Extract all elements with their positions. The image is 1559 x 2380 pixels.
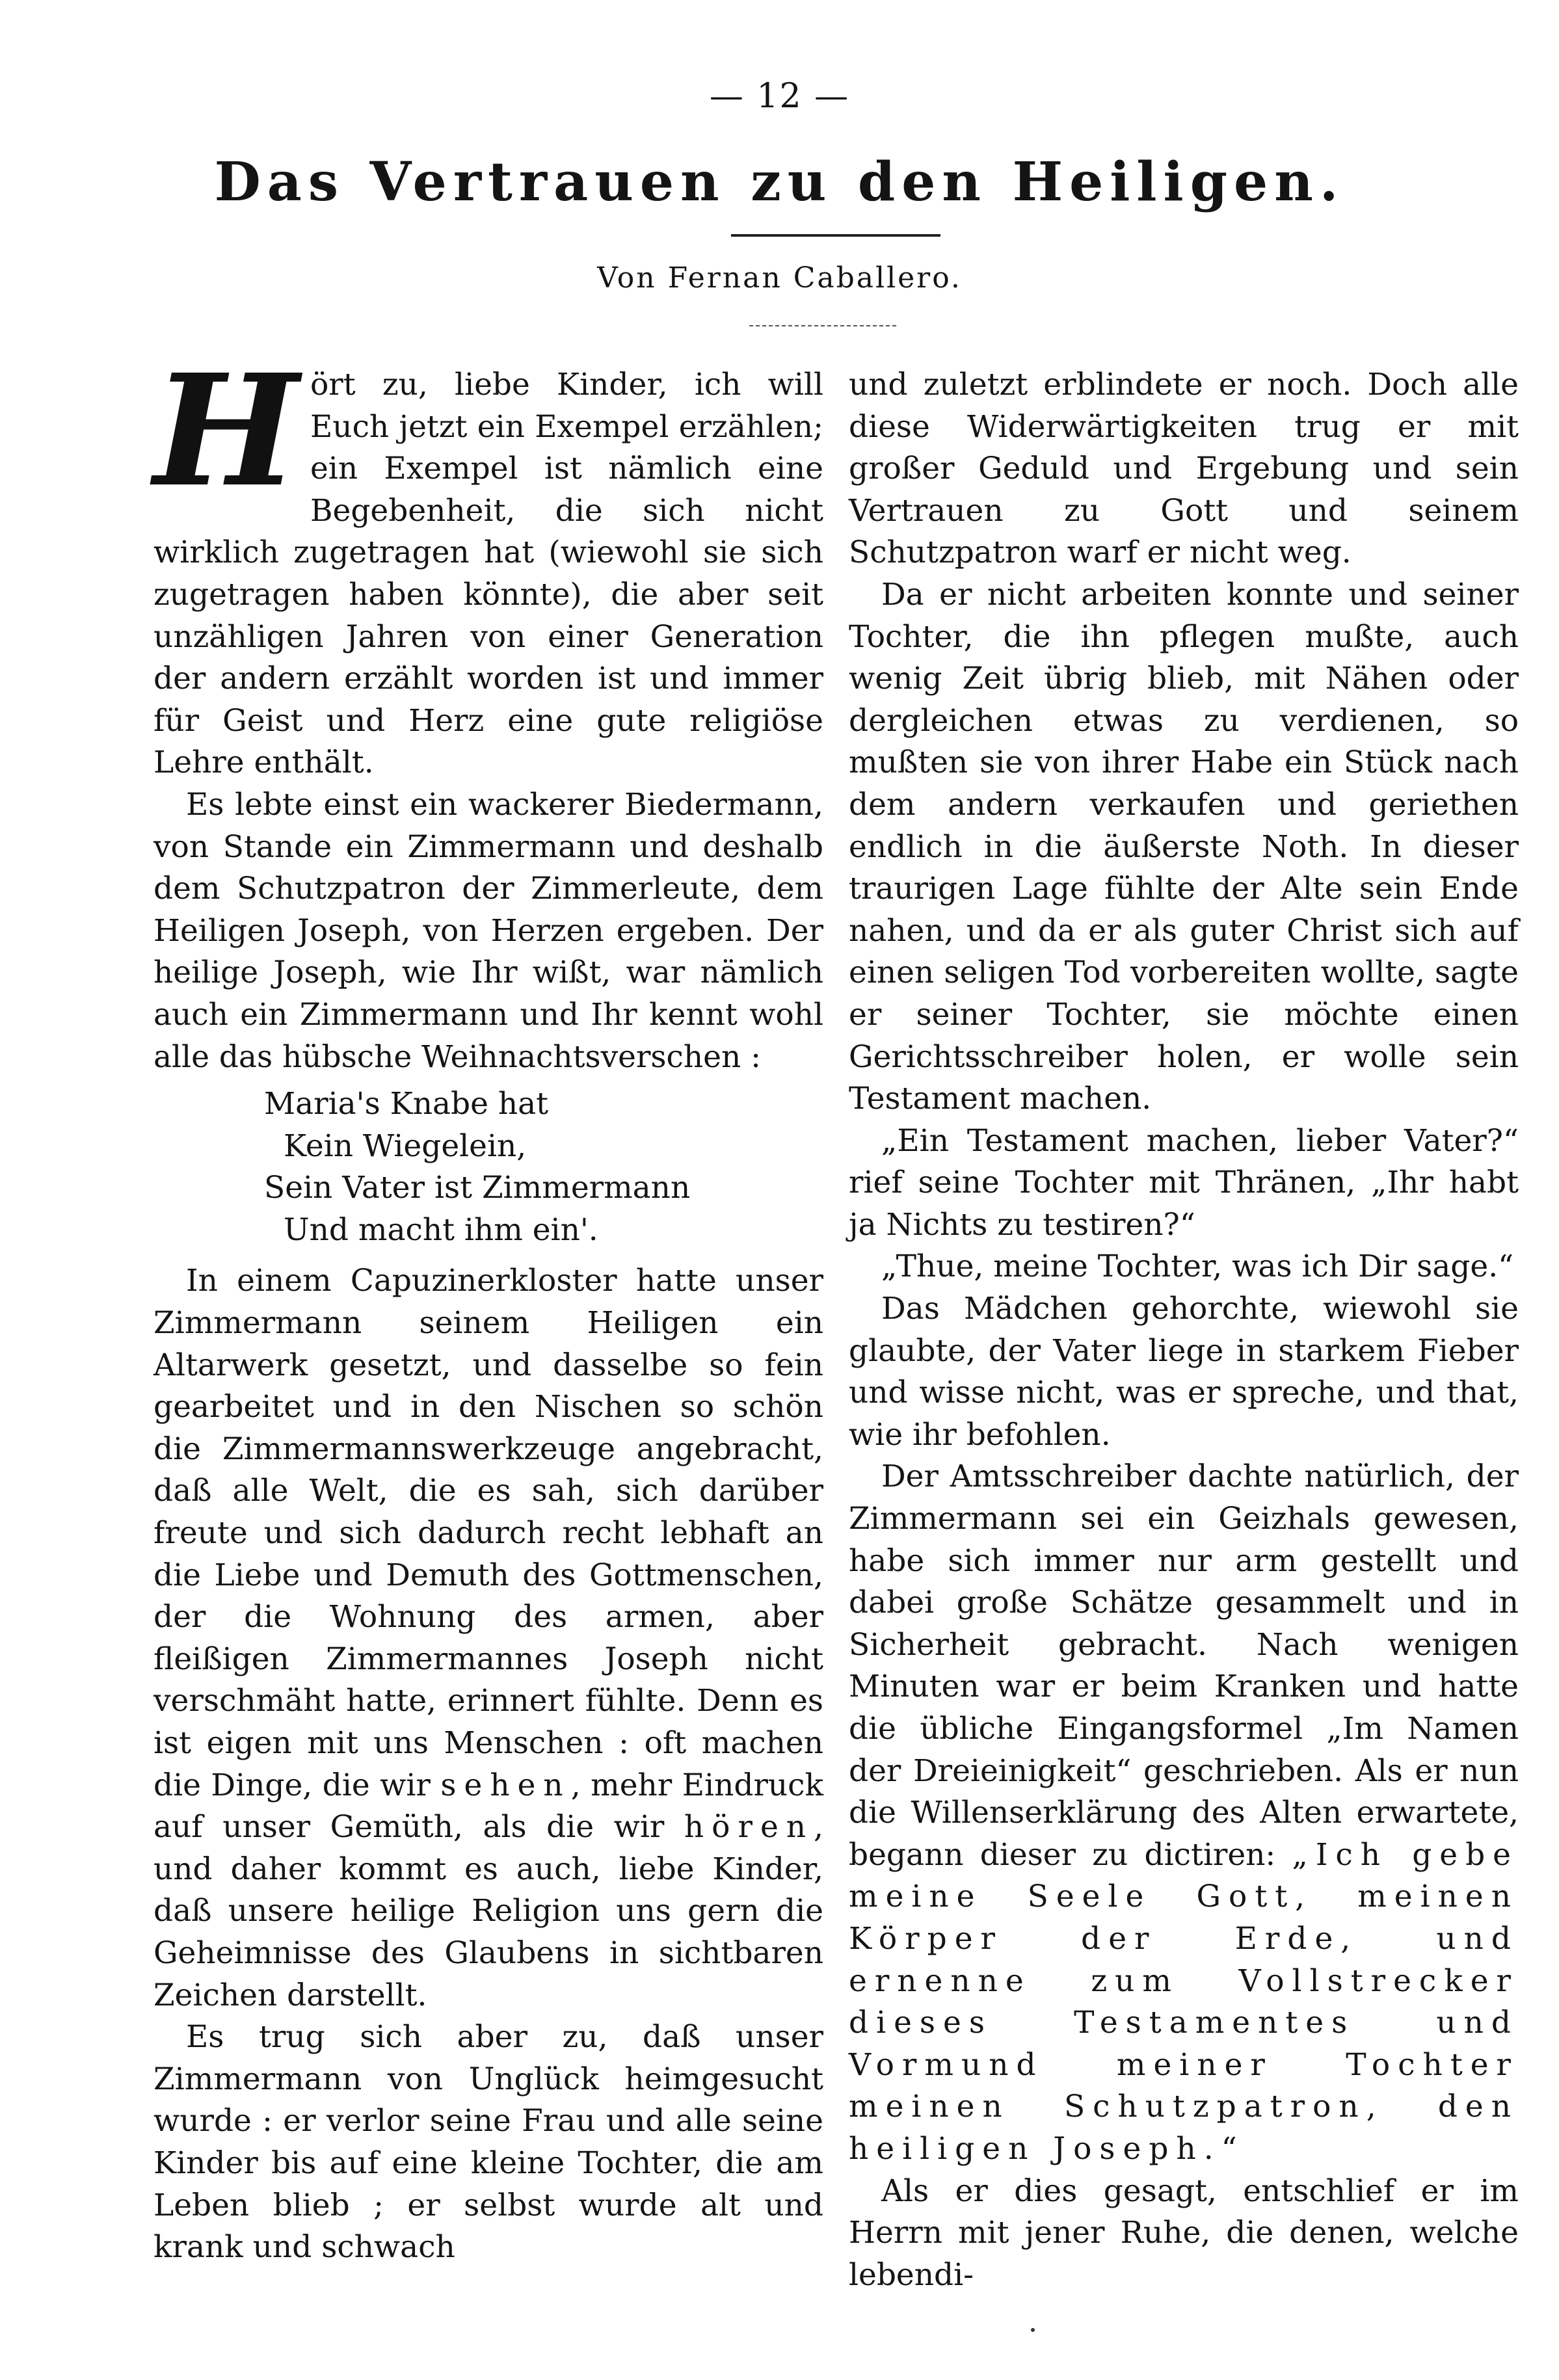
author-byline: Von Fernan Caballero. <box>597 261 962 295</box>
right-column <box>849 364 1519 2296</box>
verse-line: Sein Vater ist Zimmermann <box>264 1170 691 1206</box>
paragraph-3 <box>153 1260 823 2016</box>
drop-cap: H <box>153 340 299 521</box>
paragraph-1 <box>153 340 823 784</box>
paragraph-11: Als er dies gesagt, entschlief er im Herrn mit jener Ruhe, die denen, welche lebendi- <box>849 2173 1519 2293</box>
verse-line: Maria's Knabe hat <box>264 1086 549 1122</box>
paragraph-5: und zuletzt erblindete er noch. Doch alle diese Widerwärtigkeiten trug er mit großer Geduld und Ergebung und sein Vertrauen zu Gott und seinem Schutzpatron warf er nicht weg. <box>849 367 1519 571</box>
paragraph-7: „Ein Testament machen, lieber Vater?“ rief seine Tochter mit Thränen, „Ihr habt ja Nichts zu testiren?“ <box>849 1122 1519 1243</box>
ink-speck <box>1031 2328 1035 2332</box>
verse <box>153 1083 823 1251</box>
title-divider <box>731 234 940 237</box>
page-number: — 12 — <box>709 77 850 116</box>
verse-line: Und macht ihm ein'. <box>284 1211 598 1248</box>
left-column <box>153 340 823 2269</box>
paragraph-1-text: ört zu, liebe Kinder, ich will Euch jetzt ein Exempel erzählen; ein Exempel ist nämlich eine Begebenheit, die sich nicht wirklich zugetragen hat (wiewohl sie sich zugetragen haben könnte), die aber seit unzähligen Jahren von einer Generation der andern erzählt worden ist und immer für Geist und Herz eine gute religiöse Lehre enthält. <box>153 367 823 781</box>
paragraph-3-text: , mehr Eindruck auf unser Gemüth, als die wir <box>153 1767 823 1845</box>
chapter-title: Das Vertrauen zu den Heiligen. <box>214 151 1345 213</box>
spaced-word: sehen <box>440 1767 571 1803</box>
verse-line: Kein Wiegelein, <box>284 1128 527 1164</box>
paragraph-4: Es trug sich aber zu, daß unser Zimmermann von Unglück heimgesucht wurde : er verlor seine Frau und alle seine Kinder bis auf eine kleine Tochter, die am Leben blieb ; er selbst wurde alt und krank und schwach <box>153 2019 823 2266</box>
paragraph-9: Das Mädchen gehorchte, wiewohl sie glaubte, der Vater liege in starkem Fieber und wisse nicht, was er spreche, und that, wie ihr befohlen. <box>849 1291 1519 1453</box>
paragraph-10 <box>849 1456 1519 2170</box>
paragraph-2: Es lebte einst ein wackerer Biedermann, von Stande ein Zimmermann und deshalb dem Schutzpatron der Zimmerleute, dem Heiligen Joseph, von Herzen ergeben. Der heilige Joseph, wie Ihr wißt, war nämlich auch ein Zimmermann und Ihr kennt wohl alle das hübsche Weihnachtsverschen : <box>153 786 823 1075</box>
spaced-word: hören <box>684 1809 814 1845</box>
spaced-testament-text: „Ich gebe meine Seele Gott, meinen Körper der Erde, und ernenne zum Vollstrecker dieses Testamentes und Vormund meiner Tochter meinen Schutzpatron, den heiligen Joseph.“ <box>849 1836 1519 2167</box>
paragraph-8: „Thue, meine Tochter, was ich Dir sage.“ <box>881 1249 1514 1285</box>
paragraph-6: Da er nicht arbeiten konnte und seiner Tochter, die ihn pflegen mußte, auch wenig Zeit übrig blieb, mit Nähen oder dergleichen etwas zu verdienen, so mußten sie von ihrer Habe ein Stück nach dem andern verkaufen und geriethen endlich in die äußerste Noth. In dieser traurigen Lage fühlte der Alte sein Ende nahen, und da er als guter Christ sich auf einen seligen Tod vorbereiten wollte, sagte er seiner Tochter, sie möchte einen Gerichtsschreiber holen, er wolle sein Testament machen. <box>849 576 1519 1117</box>
paragraph-3-text: , und daher kommt es auch, liebe Kinder, daß unsere heilige Religion uns gern die Geheimnisse des Glaubens in sichtbaren Zeichen darstellt. <box>153 1809 823 2013</box>
paragraph-3-text: In einem Capuzinerkloster hatte unser Zimmermann seinem Heiligen ein Altarwerk gesetzt, und dasselbe so fein gearbeitet und in den Nischen so schön die Zimmermannswerkzeuge angebracht, daß alle Welt, die es sah, sich darüber freute und sich dadurch recht lebhaft an die Liebe und Demuth des Gottmenschen, der die Wohnung des armen, aber fleißigen Zimmermannes Joseph nicht verschmäht hatte, erinnert fühlte. Denn es ist eigen mit uns Menschen : oft machen die Dinge, die wir <box>153 1263 823 1803</box>
paragraph-10-text: Der Amtsschreiber dachte natürlich, der Zimmermann sei ein Geizhals gewesen, habe sich immer nur arm gestellt und dabei große Schätze gesammelt und in Sicherheit gebracht. Nach wenigen Minuten war er beim Kranken und hatte die übliche Eingangsformel „Im Namen der Dreieinigkeit“ geschrieben. Als er nun die Willenserklärung des Alten erwartete, begann dieser zu dictiren: <box>849 1459 1519 1873</box>
byline-divider <box>749 325 896 326</box>
